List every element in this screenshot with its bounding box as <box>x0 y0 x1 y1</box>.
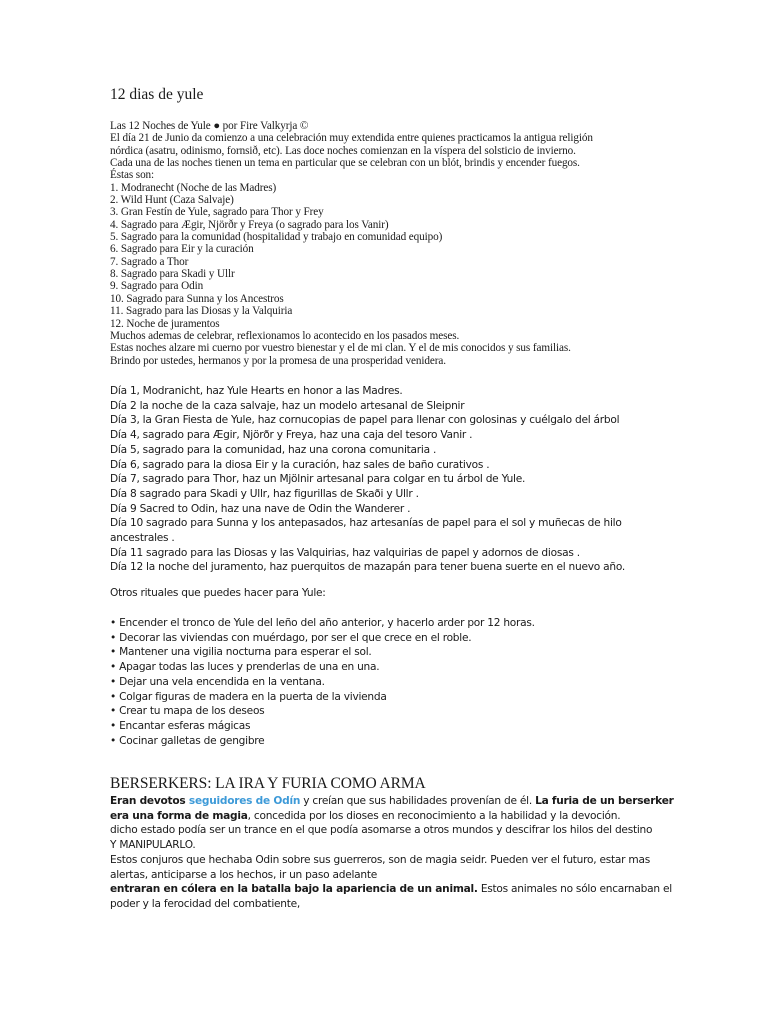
dia-line: Día 2 la noche de la caza salvaje, haz un modelo artesanal de Sleipnir <box>110 399 465 412</box>
dia-line: Día 5, sagrado para la comunidad, haz una corona comunitaria . <box>110 443 437 456</box>
dia-line: Día 11 sagrado para las Diosas y las Valquirias, haz valquirias de papel y adornos de diosas . <box>110 546 580 559</box>
dia-line: Día 3, la Gran Fiesta de Yule, haz cornucopias de papel para llenar con golosinas y cuélgalo del árbol <box>110 414 620 427</box>
intro-line: Brindo por ustedes, hermanos y por la promesa de una prosperidad venidera. <box>110 354 446 367</box>
ritual-item: • Encantar esferas mágicas <box>110 719 251 732</box>
intro-line: Éstas son: <box>110 169 155 182</box>
dia-line: Día 12 la noche del juramento, haz puerquitos de mazapán para tener buena suerte en el nuevo año. <box>110 561 625 574</box>
bold-text: era una forma de magia <box>110 809 248 822</box>
bold-text: La furia de un berserker <box>535 795 674 807</box>
bold-text: Eran devotos <box>110 795 189 807</box>
dia-line: Día 4, sagrado para Ægir, Njörðr y Freya, haz una caja del tesoro Vanir . <box>110 429 473 442</box>
otros-heading: Otros rituales que puedes hacer para Yule: <box>110 587 326 599</box>
dia-line: Día 10 sagrado para Sunna y los antepasados, haz artesanías de papel para el sol y muñecas de hilo <box>110 517 622 530</box>
intro-line: 7. Sagrado a Thor <box>110 255 189 268</box>
text-span: , concedida por los dioses en reconocimiento a la habilidad y la devoción. <box>247 809 621 822</box>
ritual-item: • Mantener una vigilia nocturna para esperar el sol. <box>110 646 372 659</box>
intro-line: 12. Noche de juramentos <box>110 317 220 330</box>
paragraph-line: alertas, anticiparse a los hechos, ir un paso adelante <box>110 868 378 881</box>
intro-line: 3. Gran Festín de Yule, sagrado para Thor y Frey <box>110 206 324 219</box>
intro-line: 11. Sagrado para las Diosas y la Valquiria <box>110 305 293 318</box>
intro-line: El día 21 de Junio da comienzo a una celebración muy extendida entre quienes practicamos la antigua religión <box>110 132 593 145</box>
intro-line: Las 12 Noches de Yule ● por Fire Valkyrja © <box>110 120 309 132</box>
section-heading: BERSERKERS: LA IRA Y FURIA COMO ARMA <box>110 775 426 792</box>
paragraph-line <box>110 882 760 897</box>
paragraph-line: dicho estado podía ser un trance en el que podía asomarse a otros mundos y descifrar los hilos del destino <box>110 824 653 837</box>
ritual-item: • Apagar todas las luces y prenderlas de una en una. <box>110 661 380 674</box>
ritual-item: • Dejar una vela encendida en la ventana. <box>110 675 325 688</box>
intro-line: 10. Sagrado para Sunna y los Ancestros <box>110 292 284 305</box>
intro-line: 4. Sagrado para Ægir, Njörðr y Freya (o sagrado para los Vanir) <box>110 218 389 231</box>
paragraph-line: Y MANIPULARLO. <box>110 839 196 852</box>
dia-line: ancestrales . <box>110 532 175 545</box>
rituals-list <box>110 616 535 748</box>
paragraph-line: Estos conjuros que hechaba Odin sobre sus guerreros, son de magia seidr. Pueden ver el futuro, estar mas <box>110 853 650 866</box>
paragraph-line: poder y la ferocidad del combatiente, <box>110 897 301 910</box>
dia-line: Día 1, Modranicht, haz Yule Hearts en honor a las Madres. <box>110 385 403 397</box>
dias-list <box>110 384 760 575</box>
paragraph-line <box>110 794 760 809</box>
intro-line: 2. Wild Hunt (Caza Salvaje) <box>110 194 234 207</box>
ritual-item: • Cocinar galletas de gengibre <box>110 734 265 747</box>
ritual-item: • Crear tu mapa de los deseos <box>110 705 265 718</box>
odin-link[interactable]: seguidores de Odín <box>188 795 301 807</box>
document-title: 12 dias de yule <box>110 86 204 103</box>
bold-text: entraran en cólera en la batalla bajo la apariencia de un animal. <box>110 883 478 896</box>
dia-line: Día 9 Sacred to Odin, haz una nave de Odin the Wanderer . <box>110 502 411 515</box>
intro-section <box>110 120 760 367</box>
intro-line: Muchos ademas de celebrar, reflexionamos lo acontecido en los pasados meses. <box>110 329 460 342</box>
intro-line: 1. Modranecht (Noche de las Madres) <box>110 181 277 194</box>
ritual-item: • Decorar las viviendas con muérdago, por ser el que crece en el roble. <box>110 631 472 644</box>
paragraph-line <box>110 809 760 824</box>
intro-line: 5. Sagrado para la comunidad (hospitalidad y trabajo en comunidad equipo) <box>110 231 443 244</box>
intro-line: nórdica (asatru, odinismo, fornsið, etc). Las doce noches comienzan en la víspera del solsticio de invierno. <box>110 144 576 157</box>
ritual-item: • Colgar figuras de madera en la puerta de la vivienda <box>110 690 387 703</box>
dia-line: Día 8 sagrado para Skadi y Ullr, haz figurillas de Skaði y Ullr . <box>110 487 419 500</box>
text-span: y creían que sus habilidades provenían de él. <box>300 795 536 807</box>
intro-line: 8. Sagrado para Skadi y Ullr <box>110 268 235 281</box>
berserkers-section <box>110 794 760 912</box>
intro-line: Cada una de las noches tienen un tema en particular que se celebran con un blót, brindis y encender fuegos. <box>110 157 580 170</box>
intro-line: Estas noches alzare mi cuerno por vuestro bienestar y el de mi clan. Y el de mis conocidos y sus familias. <box>110 342 571 355</box>
text-span: Estos animales no sólo encarnaban el <box>477 883 672 896</box>
intro-line: 9. Sagrado para Odin <box>110 280 204 293</box>
intro-line: 6. Sagrado para Eir y la curación <box>110 243 254 256</box>
ritual-item: • Encender el tronco de Yule del leño del año anterior, y hacerlo arder por 12 horas. <box>110 617 535 629</box>
dia-line: Día 6, sagrado para la diosa Eir y la curación, haz sales de baño curativos . <box>110 458 490 471</box>
dia-line: Día 7, sagrado para Thor, haz un Mjölnir artesanal para colgar en tu árbol de Yule. <box>110 473 526 486</box>
